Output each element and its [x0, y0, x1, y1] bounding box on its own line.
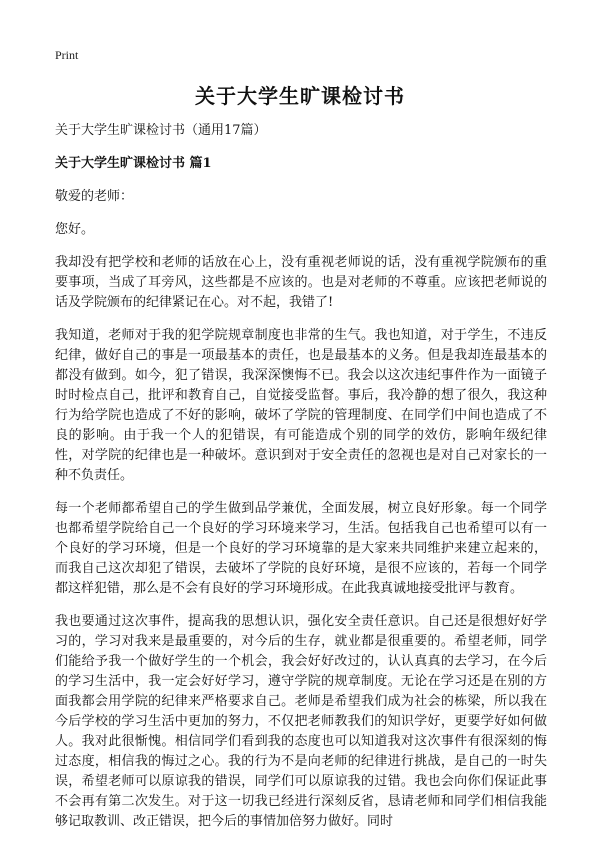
body-paragraph-2: 我知道，老师对于我的犯学院规章制度也非常的生气。我也知道，对于学生，不违反纪律，做好自己的事是一项最基本的责任，也是最基本的义务。但是我却连最基本的都没有做到。如今，犯了错误，我深深懊悔不已。我会以这次违纪事件作为一面镜子时时检点自己，批评和教育自己，自觉接受监督。事后，我冷静的想了很久，我这种行为给学院也造成了不好的影响，破坏了学院的管理制度、在同学们中间也造成了不良的影响。由于我一个人的犯错误，有可能造成个别的同学的效仿，影响年级纪律性，对学院的纪律也是一种破坏。意识到对于安全责任的忽视也是对自己对家长的一种不负责任。 — [55, 328, 547, 483]
salutation: 敬爱的老师： — [55, 189, 134, 204]
document-body — [55, 121, 547, 845]
body-paragraph-1: 我却没有把学校和老师的话放在心上，没有重视老师说的话，没有重视学院颁布的重要事项，当成了耳旁风，这些都是不应该的。也是对老师的不尊重。应该把老师说的话及学院颁布的纪律紧记在心。对不起，我错了! — [55, 255, 547, 310]
print-label: Print — [55, 48, 79, 62]
document-title: 关于大学生旷课检讨书 — [195, 84, 405, 108]
body-paragraph-4: 我也要通过这次事件，提高我的思想认识，强化安全责任意识。自己还是很想好好学习的，学习对我来是最重要的，对今后的生存，就业都是很重要的。希望老师，同学们能给予我一个做好学生的一个机会，我会好好改过的，认认真真的去学习，在今后的学习生活中，我一定会好好学习，遵守学院的规章制度。无论在学习还是在别的方面我都会用学院的纪律来严格要求自己。老师是希望我们成为社会的栋梁，所以我在今后学校的学习生活中更加的努力，不仅把老师教我们的知识学好，更要学好如何做人。我对此很惭愧。相信同学们看到我的态度也可以知道我对这次事件有很深刻的悔过态度，相信我的悔过之心。我的行为不是向老师的纪律进行挑战，是自己的一时失误，希望老师可以原谅我的错误，同学们可以原谅我的过错。我也会向你们保证此事不会再有第二次发生。对于这一切我已经进行深刻反省，恳请老师和同学们相信我能够记取教训、改正错误，把今后的事情加倍努力做好。同时 — [55, 614, 547, 829]
greeting: 您好。 — [55, 222, 95, 237]
body-paragraph-3: 每一个老师都希望自己的学生做到品学兼优，全面发展，树立良好形象。每一个同学也都希望学院给自己一个良好的学习环境来学习，生活。包括我自己也希望可以有一个良好的学习环境，但是一个良好的学习环境靠的是大家来共同维护来建立起来的，而我自己这次却犯了错误，去破坏了学院的良好环境，是很不应该的，若每一个同学都这样犯错，那么是不会有良好的学习环境形成。在此我真诚地接受批评与教育。 — [55, 501, 547, 596]
section-heading: 关于大学生旷课检讨书 篇1 — [55, 156, 212, 171]
document-subtitle: 关于大学生旷课检讨书（通用17篇） — [55, 123, 267, 138]
